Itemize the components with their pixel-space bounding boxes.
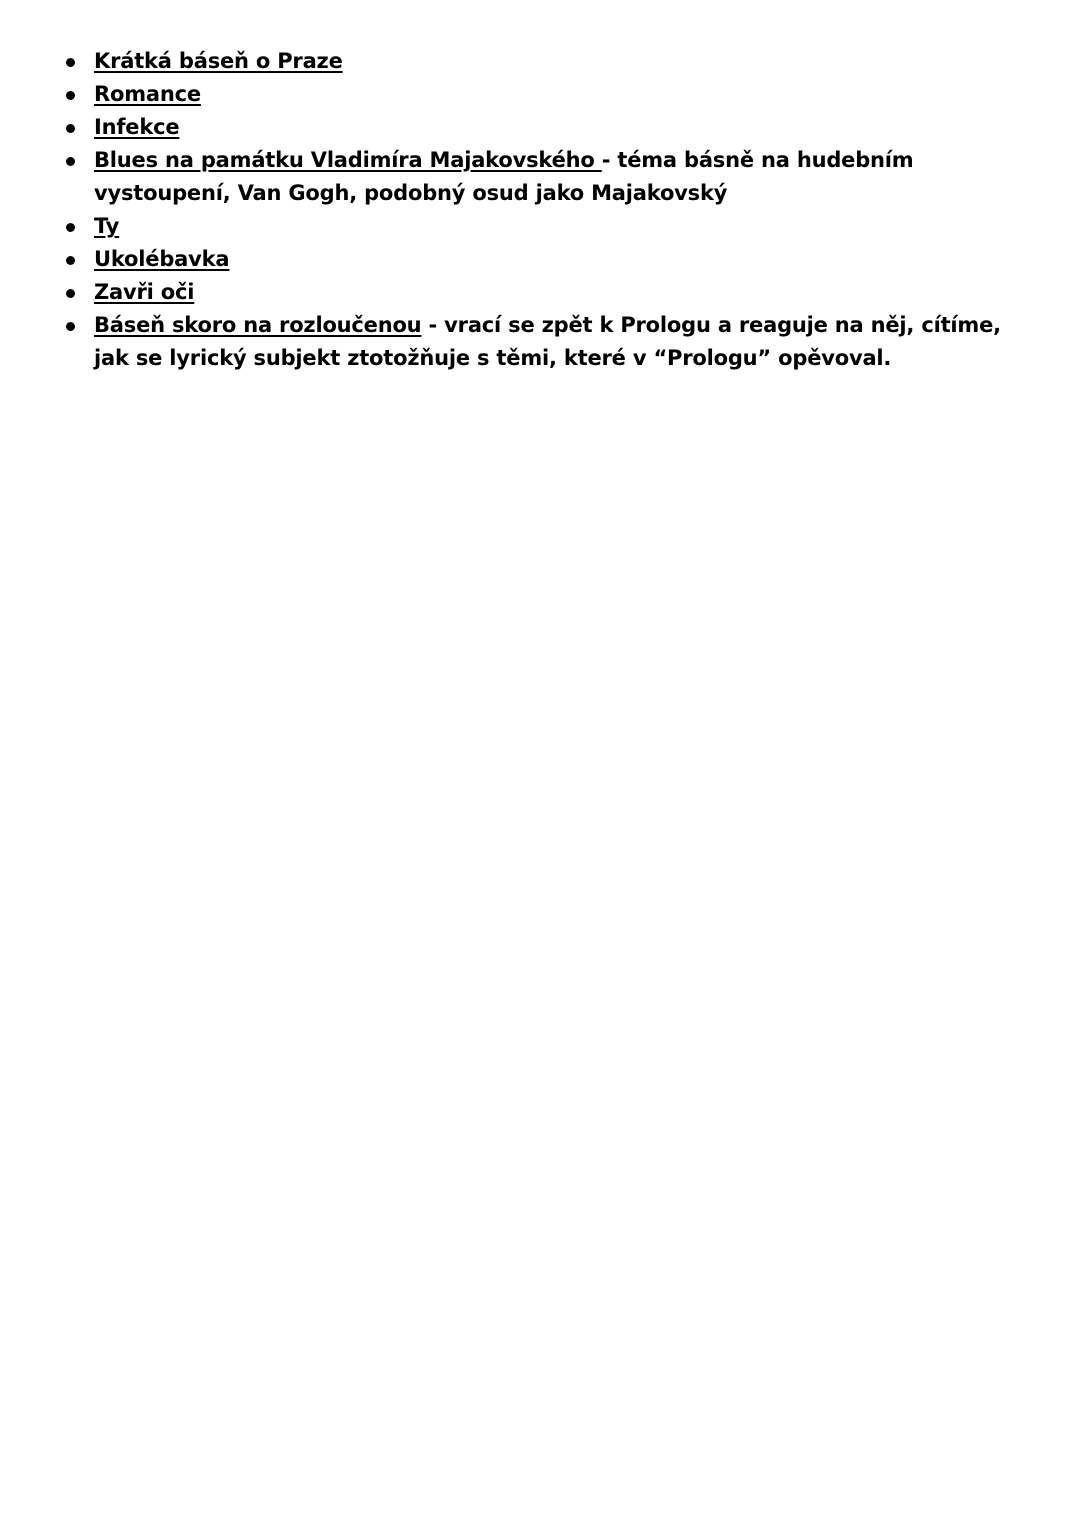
bullet-icon xyxy=(66,256,75,265)
bullet-icon xyxy=(66,223,75,232)
list-item xyxy=(60,210,1030,243)
bullet-icon xyxy=(66,157,75,166)
bullet-icon xyxy=(66,58,75,67)
bullet-icon xyxy=(66,322,75,331)
list-item xyxy=(60,78,1030,111)
list-item xyxy=(60,276,1030,309)
poem-title-link[interactable]: Zavři oči xyxy=(94,280,195,304)
poem-list xyxy=(60,45,1030,375)
list-item xyxy=(60,309,1030,375)
list-item xyxy=(60,111,1030,144)
poem-title-link[interactable]: Ukolébavka xyxy=(94,247,230,271)
list-item xyxy=(60,45,1030,78)
list-item xyxy=(60,243,1030,276)
poem-title-link[interactable]: Blues na památku Vladimíra Majakovského xyxy=(94,148,602,172)
poem-title-link[interactable]: Infekce xyxy=(94,115,180,139)
poem-title-link[interactable]: Romance xyxy=(94,82,201,106)
poem-description: - téma básně na hudebním vystoupení, Van Gogh, podobný osud jako Majakovský xyxy=(94,148,914,205)
list-item xyxy=(60,144,1030,210)
poem-title-link[interactable]: Ty xyxy=(94,214,120,238)
bullet-icon xyxy=(66,124,75,133)
bullet-icon xyxy=(66,289,75,298)
poem-description: - vrací se zpět k Prologu a reaguje na něj, cítíme, jak se lyrický subjekt ztotožňuje s těmi, které v “Prologu” opěvoval. xyxy=(94,313,1001,370)
bullet-icon xyxy=(66,91,75,100)
poem-title-link[interactable]: Krátká báseň o Praze xyxy=(94,49,343,73)
poem-title-link[interactable]: Báseň skoro na rozloučenou xyxy=(94,313,422,337)
